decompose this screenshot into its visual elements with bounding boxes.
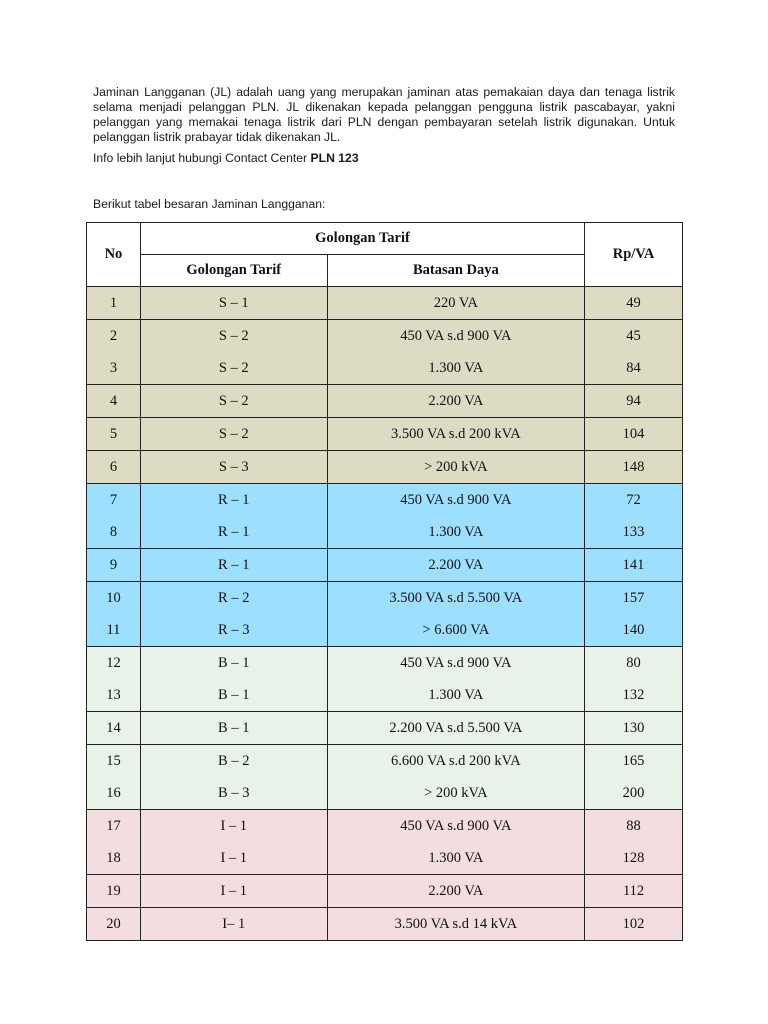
cell-batasan-daya-line: 450 VA s.d 900 VA	[400, 655, 512, 671]
cell-batasan-daya	[327, 484, 585, 549]
table-row	[87, 484, 683, 549]
cell-batasan-daya-line: 3.500 VA s.d 5.500 VA	[389, 590, 523, 606]
cell-rp-va	[585, 745, 683, 810]
cell-golongan-tarif-line: I – 1	[220, 850, 248, 866]
cell-no	[87, 647, 141, 712]
cell-batasan-daya-line: 1.300 VA	[428, 524, 484, 540]
table-row	[87, 582, 683, 647]
cell-golongan-tarif: I – 1	[140, 875, 327, 908]
cell-golongan-tarif: B – 1	[140, 712, 327, 745]
table-row	[87, 320, 683, 385]
cell-no: 9	[87, 549, 141, 582]
cell-golongan-tarif-line: R – 2	[218, 590, 250, 606]
cell-rp-va-line: 80	[626, 655, 641, 671]
cell-batasan-daya-line: 1.300 VA	[428, 850, 484, 866]
table-row	[87, 287, 683, 320]
cell-golongan-tarif: R – 1	[140, 549, 327, 582]
cell-golongan-tarif-line: S – 2	[218, 360, 249, 376]
cell-no-line: 13	[106, 687, 121, 703]
cell-golongan-tarif-line: B – 1	[218, 655, 250, 671]
cell-rp-va	[585, 484, 683, 549]
cell-rp-va-line: 165	[622, 753, 645, 769]
cell-no	[87, 320, 141, 385]
cell-batasan-daya	[327, 810, 585, 875]
cell-no-line: 15	[106, 753, 121, 769]
cell-batasan-daya-line: 1.300 VA	[428, 687, 484, 703]
cell-golongan-tarif: S – 2	[140, 385, 327, 418]
cell-rp-va-line: 128	[622, 850, 645, 866]
cell-rp-va	[585, 810, 683, 875]
cell-golongan-tarif: S – 3	[140, 451, 327, 484]
header-rp-va: Rp/VA	[585, 223, 683, 287]
cell-no	[87, 810, 141, 875]
cell-no	[87, 582, 141, 647]
cell-batasan-daya	[327, 582, 585, 647]
cell-no: 14	[87, 712, 141, 745]
cell-rp-va: 141	[585, 549, 683, 582]
table-row	[87, 908, 683, 941]
table-row	[87, 810, 683, 875]
cell-batasan-daya	[327, 647, 585, 712]
cell-no-line: 2	[109, 328, 118, 344]
table-row	[87, 385, 683, 418]
cell-no-line: 11	[106, 622, 121, 638]
table-body	[87, 287, 683, 941]
cell-no: 6	[87, 451, 141, 484]
cell-batasan-daya: 3.500 VA s.d 200 kVA	[327, 418, 585, 451]
cell-no-line: 10	[106, 590, 121, 606]
table-row	[87, 451, 683, 484]
cell-no-line: 17	[106, 818, 121, 834]
intro-paragraph: Jaminan Langganan (JL) adalah uang yang merupakan jaminan atas pemakaian daya dan tenaga listrik selama menjadi pelanggan PLN. JL dikenakan kepada pelanggan pengguna listrik pascabayar, yakni pelanggan yang memakai tenaga listrik dari PLN dengan pembayaran setelah listrik digunakan. Untuk pelanggan listrik prabayar tidak dikenakan JL.	[93, 85, 675, 144]
cell-golongan-tarif-line: B – 1	[218, 687, 250, 703]
cell-no-line: 16	[106, 785, 121, 801]
cell-batasan-daya	[327, 745, 585, 810]
cell-no: 5	[87, 418, 141, 451]
cell-batasan-daya-line: > 6.600 VA	[422, 622, 490, 638]
table-row	[87, 712, 683, 745]
table-caption: Berikut tabel besaran Jaminan Langganan:	[93, 197, 326, 211]
cell-batasan-daya-line: 1.300 VA	[428, 360, 484, 376]
cell-no	[87, 745, 141, 810]
cell-batasan-daya: 3.500 VA s.d 14 kVA	[327, 908, 585, 941]
cell-rp-va: 104	[585, 418, 683, 451]
cell-no: 20	[87, 908, 141, 941]
cell-rp-va	[585, 647, 683, 712]
cell-rp-va: 112	[585, 875, 683, 908]
cell-batasan-daya-line: 450 VA s.d 900 VA	[400, 492, 512, 508]
cell-rp-va	[585, 582, 683, 647]
table-header	[87, 223, 683, 287]
cell-golongan-tarif-line: R – 3	[218, 622, 250, 638]
header-golongan-tarif: Golongan Tarif	[140, 223, 584, 255]
table-row	[87, 549, 683, 582]
cell-batasan-daya-line: 6.600 VA s.d 200 kVA	[390, 753, 521, 769]
cell-no: 1	[87, 287, 141, 320]
cell-rp-va-line: 200	[622, 785, 645, 801]
cell-golongan-tarif-line: R – 1	[218, 524, 250, 540]
cell-batasan-daya: 220 VA	[327, 287, 585, 320]
cell-batasan-daya: 2.200 VA	[327, 875, 585, 908]
cell-rp-va: 130	[585, 712, 683, 745]
cell-batasan-daya: 2.200 VA s.d 5.500 VA	[327, 712, 585, 745]
cell-golongan-tarif: S – 1	[140, 287, 327, 320]
cell-golongan-tarif-line: S – 2	[218, 328, 249, 344]
cell-golongan-tarif: I– 1	[140, 908, 327, 941]
cell-golongan-tarif-line: I – 1	[220, 818, 248, 834]
cell-rp-va: 49	[585, 287, 683, 320]
cell-golongan-tarif-line: R – 1	[218, 492, 250, 508]
table-row	[87, 875, 683, 908]
cell-batasan-daya: > 200 kVA	[327, 451, 585, 484]
cell-no: 4	[87, 385, 141, 418]
cell-no-line: 7	[109, 492, 118, 508]
cell-no-line: 18	[106, 850, 121, 866]
cell-rp-va	[585, 320, 683, 385]
cell-batasan-daya: 2.200 VA	[327, 385, 585, 418]
cell-rp-va: 148	[585, 451, 683, 484]
cell-golongan-tarif	[140, 647, 327, 712]
cell-no-line: 3	[109, 360, 118, 376]
cell-rp-va-line: 133	[622, 524, 645, 540]
cell-rp-va-line: 45	[626, 328, 641, 344]
cell-rp-va-line: 88	[626, 818, 641, 834]
subheader-golongan-tarif: Golongan Tarif	[140, 255, 327, 287]
cell-golongan-tarif-line: B – 3	[218, 785, 250, 801]
cell-golongan-tarif	[140, 484, 327, 549]
cell-batasan-daya-line: 450 VA s.d 900 VA	[400, 818, 512, 834]
cell-golongan-tarif	[140, 320, 327, 385]
cell-batasan-daya	[327, 320, 585, 385]
cell-no-line: 12	[106, 655, 121, 671]
cell-rp-va-line: 72	[626, 492, 641, 508]
cell-no-line: 8	[109, 524, 118, 540]
cell-no: 19	[87, 875, 141, 908]
cell-rp-va: 102	[585, 908, 683, 941]
cell-golongan-tarif-line: B – 2	[218, 753, 250, 769]
subheader-batasan-daya: Batasan Daya	[327, 255, 585, 287]
tariff-table	[86, 222, 683, 941]
cell-batasan-daya-line: 450 VA s.d 900 VA	[400, 328, 512, 344]
cell-rp-va-line: 84	[626, 360, 641, 376]
cell-golongan-tarif	[140, 582, 327, 647]
table-row	[87, 745, 683, 810]
contact-number: PLN 123	[310, 151, 359, 165]
cell-golongan-tarif	[140, 745, 327, 810]
cell-rp-va-line: 157	[622, 590, 645, 606]
contact-line	[93, 151, 359, 166]
cell-rp-va-line: 132	[622, 687, 645, 703]
cell-rp-va-line: 140	[622, 622, 645, 638]
cell-batasan-daya: 2.200 VA	[327, 549, 585, 582]
table-row	[87, 647, 683, 712]
cell-golongan-tarif	[140, 810, 327, 875]
cell-no	[87, 484, 141, 549]
cell-batasan-daya-line: > 200 kVA	[424, 785, 488, 801]
contact-prefix: Info lebih lanjut hubungi Contact Center	[93, 151, 311, 165]
header-no: No	[87, 223, 141, 287]
cell-golongan-tarif: S – 2	[140, 418, 327, 451]
cell-rp-va: 94	[585, 385, 683, 418]
table-row	[87, 418, 683, 451]
